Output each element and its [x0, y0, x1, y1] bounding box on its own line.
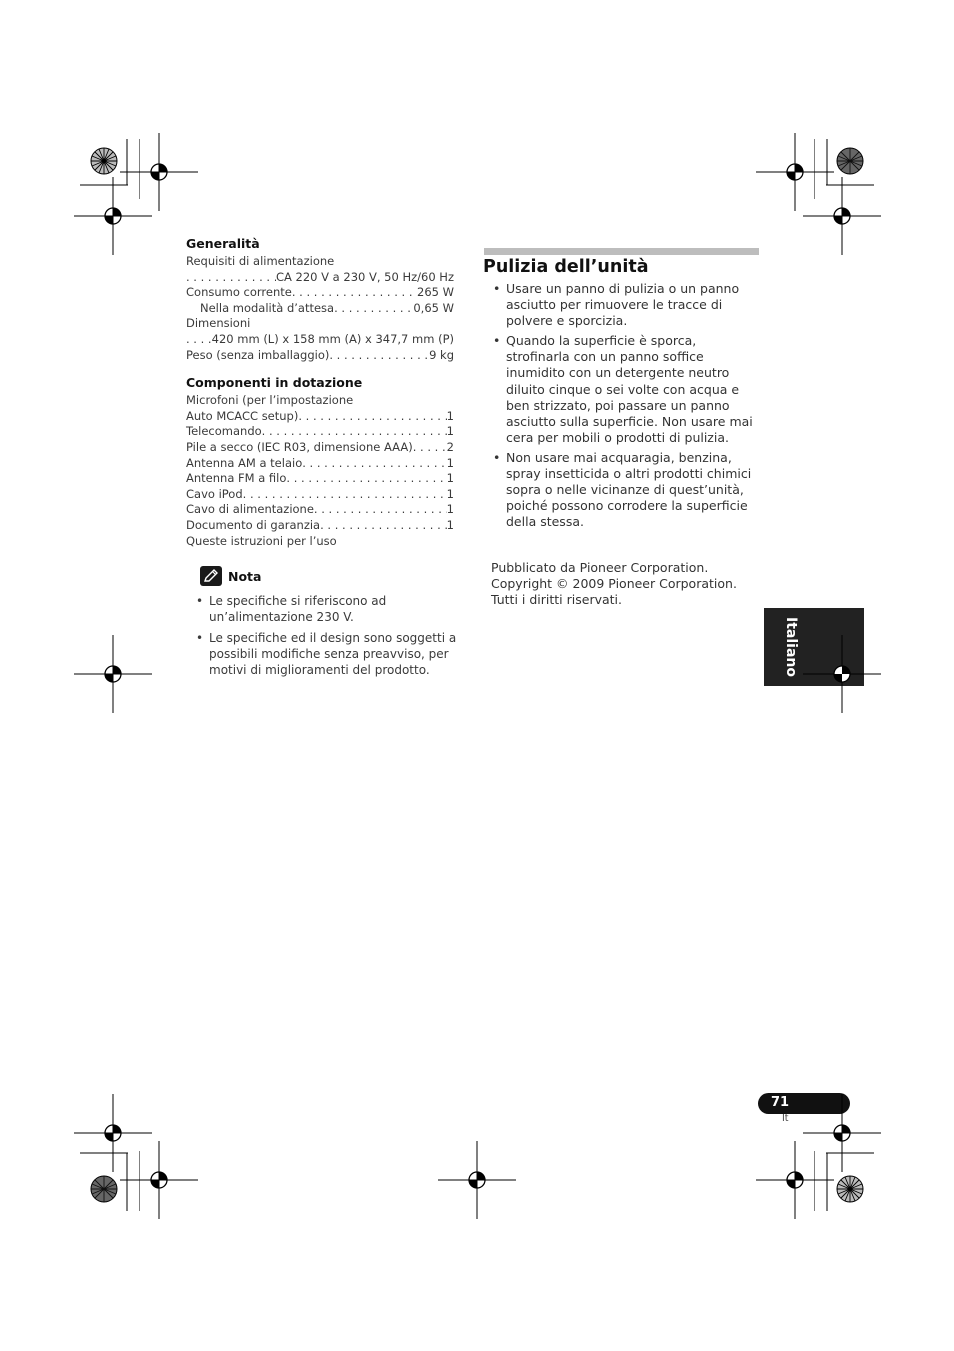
list-item: • Usare un panno di pulizia o un panno asciutto per rimuovere le tracce di polvere e sporcizia.: [493, 281, 758, 329]
componenti-list: [186, 393, 454, 549]
spec-row: Telecomando . . . 1: [186, 424, 454, 440]
publisher-line: Pubblicato da Pioneer Corporation.: [491, 560, 709, 575]
page-number: 71: [771, 1095, 790, 1110]
spec-row: Cavo iPod . . . 1: [186, 487, 454, 503]
registration-crosshair-icon: [438, 1141, 516, 1219]
spec-label: Nella modalità d’attesa: [200, 300, 335, 315]
spec-row: Antenna AM a telaio . . . 1: [186, 456, 454, 472]
list-item: • Le specifiche ed il design sono soggetti a possibili modifiche senza preavviso, per motivi di miglioramenti del prodotto.: [196, 630, 458, 678]
spec-row: Auto MCACC setup) . . . 1: [186, 409, 454, 425]
spec-line: Microfoni (per l’impostazione: [186, 393, 354, 408]
pencil-icon: [200, 566, 222, 586]
crop-mark-starburst-icon: [80, 139, 140, 199]
spec-row: Antenna FM a filo . . . 1: [186, 471, 454, 487]
crop-mark-starburst-icon: [814, 139, 874, 199]
list-item: • Quando la superficie è sporca, strofinarla con un panno soffice inumidito con un detergente neutro diluito cinque o sei volte con acqua e ben strizzato, poi passare un panno asciutto sulla superficie. Non usare mai cera per mobili o prodotti di pulizia.: [493, 333, 758, 446]
specifications-column: [186, 236, 454, 549]
spec-value: 9 kg: [429, 347, 454, 362]
generalita-heading: Generalità: [186, 236, 260, 251]
registration-crosshair-icon: [74, 635, 152, 713]
cleaning-list: [493, 281, 758, 534]
spec-line: Dimensioni: [186, 316, 251, 331]
spec-row: Pile a secco (IEC R03, dimensione AAA) . . . 2: [186, 440, 454, 456]
spec-row: [186, 301, 454, 317]
list-item: • Le specifiche si riferiscono ad un’alimentazione 230 V.: [196, 593, 458, 625]
note-title: Nota: [228, 568, 262, 584]
language-code: It: [782, 1113, 789, 1124]
spec-row: Documento di garanzia . . . 1: [186, 518, 454, 534]
note-heading: [200, 566, 261, 586]
spec-value: 420 mm (L) x 158 mm (A) x 347,7 mm (P): [211, 331, 454, 346]
crop-mark-starburst-icon: [814, 1151, 874, 1211]
spec-row: [186, 332, 454, 348]
spec-value: CA 220 V a 230 V, 50 Hz/60 Hz: [276, 269, 454, 284]
list-item: • Non usare mai acquaragia, benzina, spray insetticida o altri prodotti chimici sopra o nelle vicinanze di quest’unità, poiché possono corrodere la superficie della stessa.: [493, 450, 758, 530]
spec-row: [186, 270, 454, 286]
copyright-line: Copyright © 2009 Pioneer Corporation.: [491, 575, 737, 591]
publisher-info: [491, 560, 751, 607]
spec-line: Queste istruzioni per l’uso: [186, 533, 337, 548]
spec-label: Consumo corrente: [186, 285, 292, 300]
spec-value: 265 W: [417, 285, 454, 300]
section-title: Pulizia dell’unità: [483, 257, 649, 277]
spec-row: [186, 348, 454, 364]
section-rule: [484, 248, 759, 255]
spec-label: Peso (senza imballaggio): [186, 347, 330, 362]
registration-crosshair-icon: [803, 635, 881, 713]
generalita-list: [186, 254, 454, 363]
crop-mark-starburst-icon: [80, 1151, 140, 1211]
spec-line: Requisiti di alimentazione: [186, 254, 335, 268]
spec-row: Cavo di alimentazione . . . 1: [186, 502, 454, 518]
componenti-heading: Componenti in dotazione: [186, 375, 363, 391]
note-list: [196, 593, 458, 683]
spec-value: 0,65 W: [413, 300, 454, 315]
rights-line: Tutti i diritti riservati.: [491, 591, 622, 607]
spec-row: [186, 285, 454, 301]
language-label: Italiano: [783, 617, 799, 677]
